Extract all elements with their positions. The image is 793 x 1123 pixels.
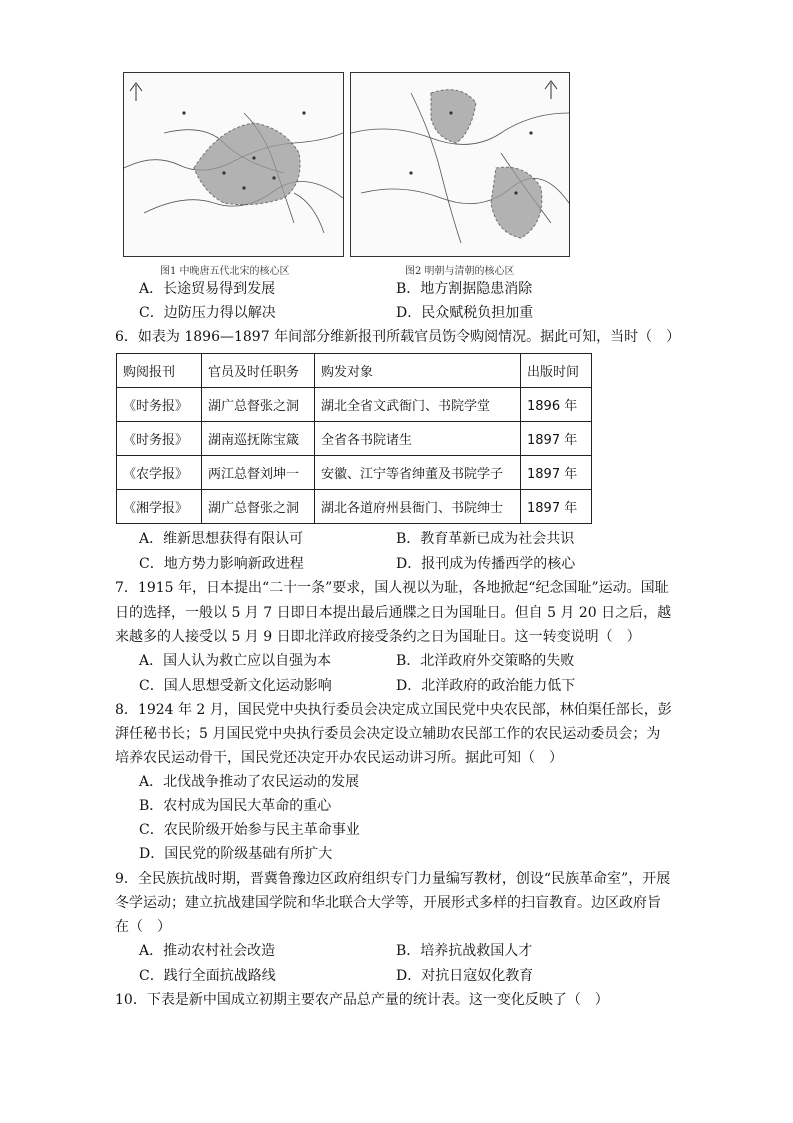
table-cell: 《时务报》 bbox=[117, 388, 202, 422]
table-cell: 1897 年 bbox=[521, 456, 592, 490]
q9-stem-line-1: 9．全民族抗战时期，晋冀鲁豫边区政府组织专门力量编写教材，创设“民族革命室”，开展 bbox=[115, 871, 671, 887]
table-cell: 湖广总督张之洞 bbox=[202, 388, 315, 422]
q6-option-d: D．报刊成为传播西学的核心 bbox=[396, 556, 576, 572]
map-figure-2-image bbox=[351, 73, 569, 256]
q8-option-a: A．北伐战争推动了农民运动的发展 bbox=[139, 774, 360, 790]
table-cell: 1897 年 bbox=[521, 422, 592, 456]
q9-stem-line-3: 在（ ） bbox=[115, 919, 171, 935]
table-cell: 湖北各道府州县衙门、书院绅士 bbox=[315, 490, 521, 524]
table-cell: 湖广总督张之洞 bbox=[202, 490, 315, 524]
q6-option-c: C．地方势力影响新政进程 bbox=[139, 556, 304, 572]
table-header-cell: 出版时间 bbox=[521, 354, 592, 388]
q5-option-a: A．长途贸易得到发展 bbox=[139, 281, 276, 297]
table-header-cell: 购阅报刊 bbox=[117, 354, 202, 388]
q8-stem-line-1: 8．1924 年 2 月，国民党中央执行委员会决定成立国民党中央农民部，林伯渠任部长，彭 bbox=[115, 702, 672, 718]
q6-option-a: A．维新思想获得有限认可 bbox=[139, 531, 304, 547]
table-header-cell: 官员及时任职务 bbox=[202, 354, 315, 388]
compass-icon bbox=[545, 81, 557, 99]
q7-stem-line-2: 日的选择，一般以 5 月 7 日即日本提出最后通牒之日为国耻日。但自 5 月 20 日之后，越 bbox=[115, 605, 672, 621]
table-header-cell: 购发对象 bbox=[315, 354, 521, 388]
q5-option-b: B．地方割据隐患消除 bbox=[396, 281, 533, 297]
q8-option-c: C．农民阶级开始参与民主革命事业 bbox=[139, 822, 360, 838]
q9-option-c: C．践行全面抗战路线 bbox=[139, 968, 276, 984]
table-row bbox=[117, 422, 592, 456]
q9-option-d: D．对抗日寇奴化教育 bbox=[396, 968, 534, 984]
table-cell: 湖南巡抚陈宝箴 bbox=[202, 422, 315, 456]
q9-option-a: A．推动农村社会改造 bbox=[139, 943, 276, 959]
compass-icon bbox=[130, 83, 142, 101]
q6-table bbox=[116, 353, 592, 524]
table-row bbox=[117, 388, 592, 422]
table-cell: 全省各书院诸生 bbox=[315, 422, 521, 456]
table-cell: 1897 年 bbox=[521, 490, 592, 524]
q5-option-d: D．民众赋税负担加重 bbox=[396, 305, 534, 321]
table-cell: 两江总督刘坤一 bbox=[202, 456, 315, 490]
q6-stem: 6．如表为 1896—1897 年间部分维新报刊所载官员饬令购阅情况。据此可知，当时（ ） bbox=[115, 329, 681, 345]
q10-stem: 10．下表是新中国成立初期主要农产品总产量的统计表。这一变化反映了（ ） bbox=[115, 992, 609, 1008]
q5-option-c: C．边防压力得以解决 bbox=[139, 305, 276, 321]
q7-option-d: D．北洋政府的政治能力低下 bbox=[396, 678, 576, 694]
figure-2-caption: 图2 明朝与清朝的核心区 bbox=[405, 266, 515, 277]
table-header-row bbox=[117, 354, 592, 388]
figure-1-caption: 图1 中晚唐五代北宋的核心区 bbox=[160, 266, 290, 277]
table-cell: 湖北全省文武衙门、书院学堂 bbox=[315, 388, 521, 422]
map-figure-2 bbox=[350, 72, 570, 257]
table-cell: 安徽、江宁等省绅董及书院学子 bbox=[315, 456, 521, 490]
table-cell: 1896 年 bbox=[521, 388, 592, 422]
q7-option-c: C．国人思想受新文化运动影响 bbox=[139, 678, 332, 694]
q8-stem-line-3: 培养农民运动骨干，国民党还决定开办农民运动讲习所。据此可知（ ） bbox=[115, 750, 563, 766]
q8-option-d: D．国民党的阶级基础有所扩大 bbox=[139, 846, 333, 862]
q7-stem-line-3: 来越多的人接受以 5 月 9 日即北洋政府接受条约之日为国耻日。这一转变说明（ ） bbox=[115, 629, 641, 645]
table-row bbox=[117, 490, 592, 524]
q7-option-a: A．国人认为救亡应以自强为本 bbox=[139, 653, 332, 669]
q7-option-b: B．北洋政府外交策略的失败 bbox=[396, 653, 575, 669]
map-figure-1-image bbox=[124, 73, 343, 256]
q7-stem-line-1: 7．1915 年，日本提出“二十一条”要求，国人视以为耻，各地掀起“纪念国耻”运动。国耻 bbox=[115, 580, 669, 596]
q8-option-b: B．农村成为国民大革命的重心 bbox=[139, 798, 332, 814]
q6-option-b: B．教育革新已成为社会共识 bbox=[396, 531, 575, 547]
table-cell: 《湘学报》 bbox=[117, 490, 202, 524]
table-row bbox=[117, 456, 592, 490]
map-figure-1 bbox=[123, 72, 344, 257]
q9-stem-line-2: 冬学运动；建立抗战建国学院和华北联合大学等，开展形式多样的扫盲教育。边区政府旨 bbox=[115, 895, 661, 911]
table-cell: 《时务报》 bbox=[117, 422, 202, 456]
q9-option-b: B．培养抗战救国人才 bbox=[396, 943, 533, 959]
q8-stem-line-2: 湃任秘书长；5 月国民党中央执行委员会决定设立辅助农民部工作的农民运动委员会；为 bbox=[115, 726, 661, 742]
table-cell: 《农学报》 bbox=[117, 456, 202, 490]
